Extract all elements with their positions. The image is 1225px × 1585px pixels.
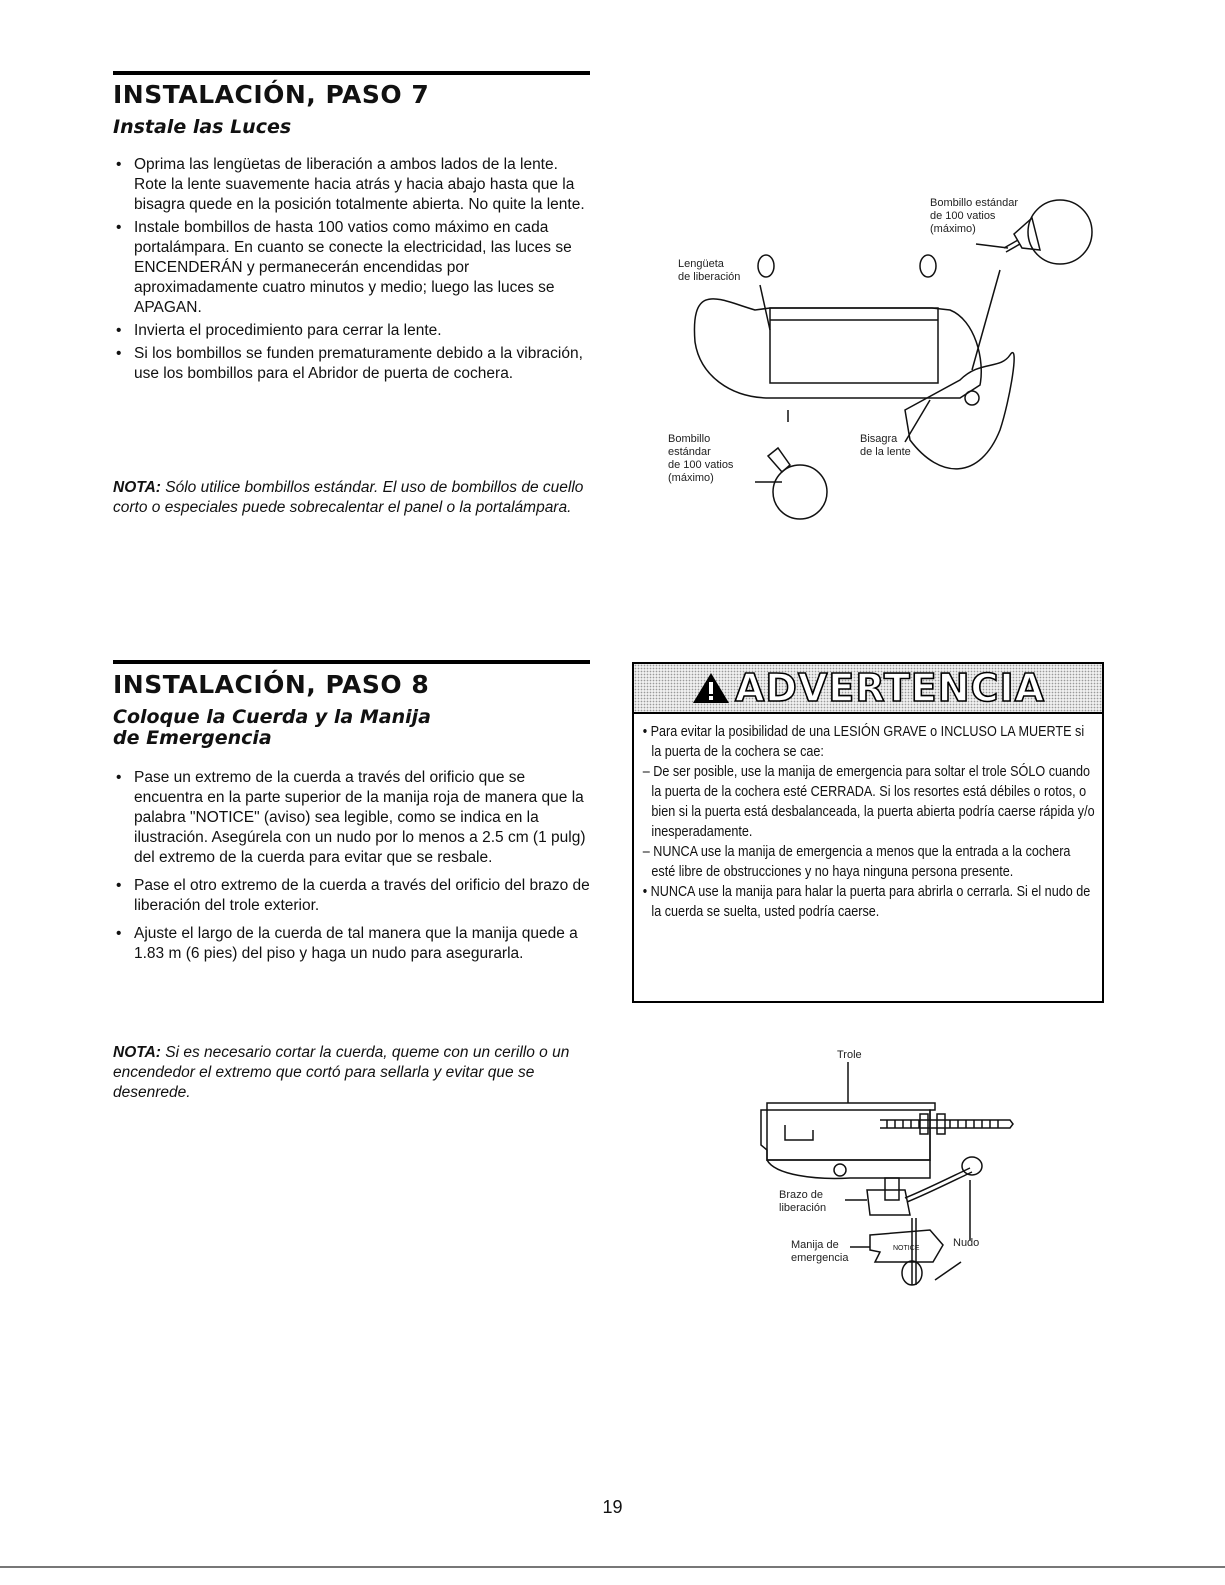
step8-top-rule [113,660,590,664]
light-lens-illustration [660,160,1100,530]
bulb-bottom-label-line: estándar [668,446,711,458]
step8-instructions [113,768,593,972]
warning-item: • Para evitar la posibilidad de una LESIÓN GRAVE o INCLUSO LA MUERTE si la puerta de la cochera se cae: [642,724,1085,760]
trolley-label: Trole [837,1049,862,1061]
step7-note-text: Sólo utilice bombillos estándar. El uso de bombillos de cuello corto o especiales puede sobrecalentar el panel o la portalámpara. [113,479,584,516]
trolley-illustration [755,1040,1055,1310]
step8-bullet: • Ajuste el largo de la cuerda de tal manera que la manija quede a 1.83 m (6 pies) del piso y haga un nudo para asegurarla. [113,924,593,964]
release-tab-label-line: de liberación [678,271,741,283]
notice-label: NOTICE [893,1245,920,1252]
step7-note-label: NOTA: [113,479,161,496]
bottom-edge-line [0,1566,1225,1568]
svg-text:Lengüetade liberación [678,258,740,283]
svg-text:Bisagrade la lente [860,433,911,458]
warning-box [632,662,1104,1003]
svg-text:Manija deemergencia [791,1239,849,1264]
step7-top-rule [113,71,590,75]
step7-instructions [113,155,593,387]
page-number: 19 [602,1497,623,1517]
warning-item: – NUNCA use la manija de emergencia a menos que la entrada a la cochera esté libre de obstrucciones y no haya ninguna persona presente. [642,844,1071,880]
step7-bullet: • Invierta el procedimiento para cerrar la lente. [113,321,593,341]
bulb-top-label-line: (máximo) [930,223,976,235]
knot-label: Nudo [953,1237,980,1249]
step7-bullet: • Instale bombillos de hasta 100 vatios como máximo en cada portalámpara. En cuanto se conecte la electricidad, las luces se ENCENDERÁN y permanecerán encendidas por aproximadamente cuatro minutos y medio; luego las luces se APAGAN. [113,218,593,318]
warning-triangle-icon [691,671,731,705]
step8-subheading-line: Coloque la Cuerda y la Manija [113,706,431,728]
step8-bullet: • Pase el otro extremo de la cuerda a través del orificio del brazo de liberación del trole exterior. [113,876,593,916]
release-arm-label-line: Brazo de [779,1189,824,1201]
hinge-label-line: Bisagra [860,433,898,445]
step7-note [113,478,593,518]
handle-label-line: emergencia [791,1252,849,1264]
handle-label-line: Manija de [791,1239,839,1251]
step7-bullet: • Oprima las lengüetas de liberación a ambos lados de la lente. Rote la lente suavemente hacia atrás y hacia abajo hasta que la bisagra quede en la posición totalmente abierta. No quite la lente. [113,155,593,215]
top-bulb-icon [1028,200,1092,264]
svg-text:Bombilloestándarde 100 vatios( [668,433,734,484]
release-arm-label-line: liberación [779,1202,827,1214]
hinge-label-line: de la lente [860,446,911,458]
bulb-bottom-label-line: (máximo) [668,472,714,484]
step7-heading: INSTALACIÓN, PASO 7 [113,80,430,109]
step8-heading: INSTALACIÓN, PASO 8 [113,670,430,699]
warning-title: ADVERTENCIA [735,666,1045,710]
svg-text:Brazo deliberación [779,1189,826,1214]
bulb-bottom-label-line: de 100 vatios [668,459,734,471]
step7-bullet: • Si los bombillos se funden prematuramente debido a la vibración, use los bombillos para el Abridor de puerta de cochera. [113,344,593,384]
release-tab-label-line: Lengüeta [678,258,724,270]
bulb-top-label-line: Bombillo estándar [930,197,1019,209]
step8-note-label: NOTA: [113,1044,161,1061]
warning-items [634,714,1106,922]
bottom-bulb-icon [773,465,827,519]
step8-note [113,1043,593,1103]
warning-item: – De ser posible, use la manija de emergencia para soltar el trole SÓLO cuando la puerta de la cochera esté CERRADA. Si los resortes está débiles o rotos, o bien si la puerta está desbalanceada, la puerta abierta podría caerse rápida y/o inesperadamente. [642,764,1095,840]
bulb-bottom-label-line: Bombillo [668,433,711,445]
step8-bullet: • Pase un extremo de la cuerda a través del orificio que se encuentra en la parte superior de la manija roja de manera que la palabra "NOTICE" (aviso) sea legible, como se indica en la ilustración. Asegúrela con un nudo por lo menos a 2.5 cm (1 pulg) del extremo de la cuerda para evitar que se resbale. [113,768,593,868]
warning-item: • NUNCA use la manija para halar la puerta para abrirla o cerrarla. Si el nudo de la cuerda se suelta, usted podría caerse. [642,884,1091,920]
step8-subheading [113,707,431,749]
step8-subheading-line: de Emergencia [113,727,272,749]
warning-header [634,664,1102,714]
step8-note-text: Si es necesario cortar la cuerda, queme con un cerillo o un encendedor el extremo que cortó para sellarla y evitar que se desenrede. [113,1044,570,1101]
svg-text:Bombillo estándarde 100 vatios [930,197,1018,235]
bulb-top-label-line: de 100 vatios [930,210,996,222]
step7-subheading: Instale las Luces [113,116,292,138]
